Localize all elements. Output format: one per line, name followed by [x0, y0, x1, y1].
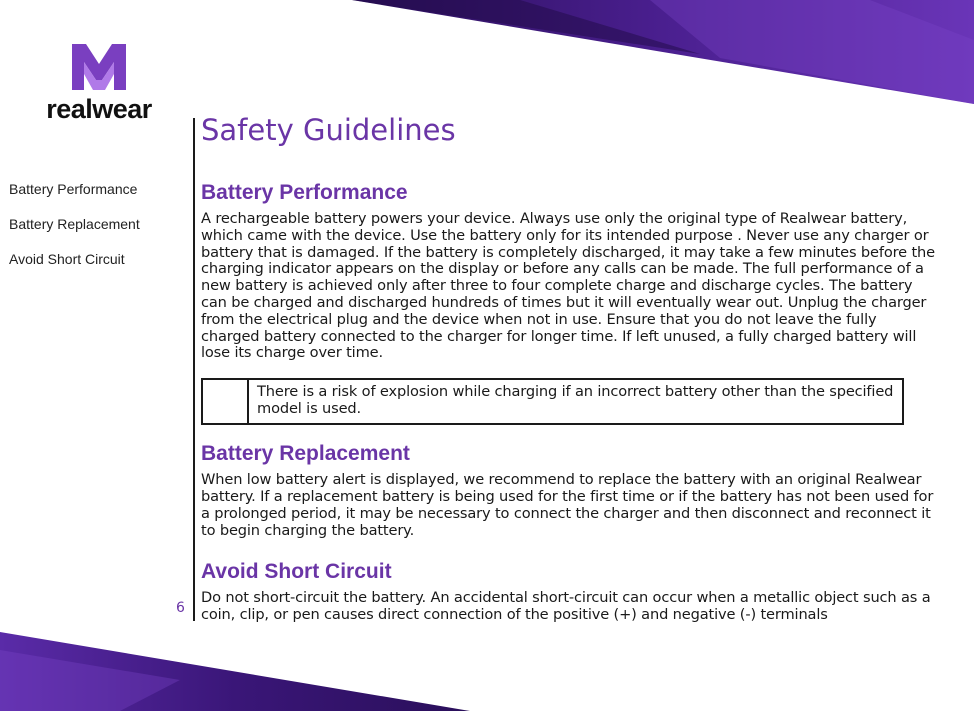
- top-banner-shape: [352, 0, 974, 104]
- brand-wordmark: realwear: [46, 94, 152, 124]
- heading-battery-performance: Battery Performance: [201, 181, 408, 204]
- body-battery-replacement: When low battery alert is displayed, we recommend to replace the battery with an original Realwear battery. If a replacement battery is being used for the first time or if the battery has not been used for a prolonged period, it may be necessary to connect the charger and then disconnect and reconnect it to begin charging the battery.: [201, 471, 934, 539]
- heading-avoid-short-circuit: Avoid Short Circuit: [201, 560, 392, 584]
- sidebar-item-battery-performance[interactable]: Battery Performance: [9, 181, 138, 197]
- bottom-banner-shape: [0, 632, 470, 711]
- sidebar-nav: [9, 178, 140, 283]
- main-content: [201, 112, 936, 624]
- brand-logo: [36, 44, 162, 125]
- body-battery-performance: A rechargeable battery powers your device. Always use only the original type of Realwear battery, which came with the device. Use the battery only for its intended purpose . Never use any charger or battery that is damaged. If the battery is completely discharged, it may take a few minutes before the charging indicator appears on the display or before any calls can be made. The full performance of a new battery is achieved only after three to four complete charge and discharge cycles. The battery can be charged and discharged hundreds of times but it will eventually wear out. Unplug the charger from the electrical plug and the device when not in use. Ensure that you do not leave the fully charged battery connected to the charger for longer time. If left unused, a fully charged battery will lose its charge over time.: [201, 210, 935, 362]
- page-title: Safety Guidelines: [201, 113, 456, 147]
- warning-icon-cell: [203, 380, 249, 423]
- warning-box: [201, 378, 904, 425]
- sidebar-item-battery-replacement[interactable]: Battery Replacement: [9, 216, 140, 232]
- top-banner-shade: [352, 0, 700, 54]
- page-number: 6: [176, 600, 185, 616]
- top-banner-highlight: [650, 0, 974, 104]
- bottom-banner-highlight: [0, 650, 180, 711]
- warning-text: There is a risk of explosion while charging if an incorrect battery other than the specified model is used.: [257, 383, 894, 417]
- content-divider: [193, 118, 195, 621]
- body-avoid-short-circuit: Do not short-circuit the battery. An accidental short-circuit can occur when a metallic object such as a coin, clip, or pen causes direct connection of the positive (+) and negative (-) terminals: [201, 589, 931, 624]
- heading-battery-replacement: Battery Replacement: [201, 442, 410, 466]
- realwear-logo-icon: [72, 44, 126, 90]
- sidebar-item-avoid-short-circuit[interactable]: Avoid Short Circuit: [9, 251, 125, 267]
